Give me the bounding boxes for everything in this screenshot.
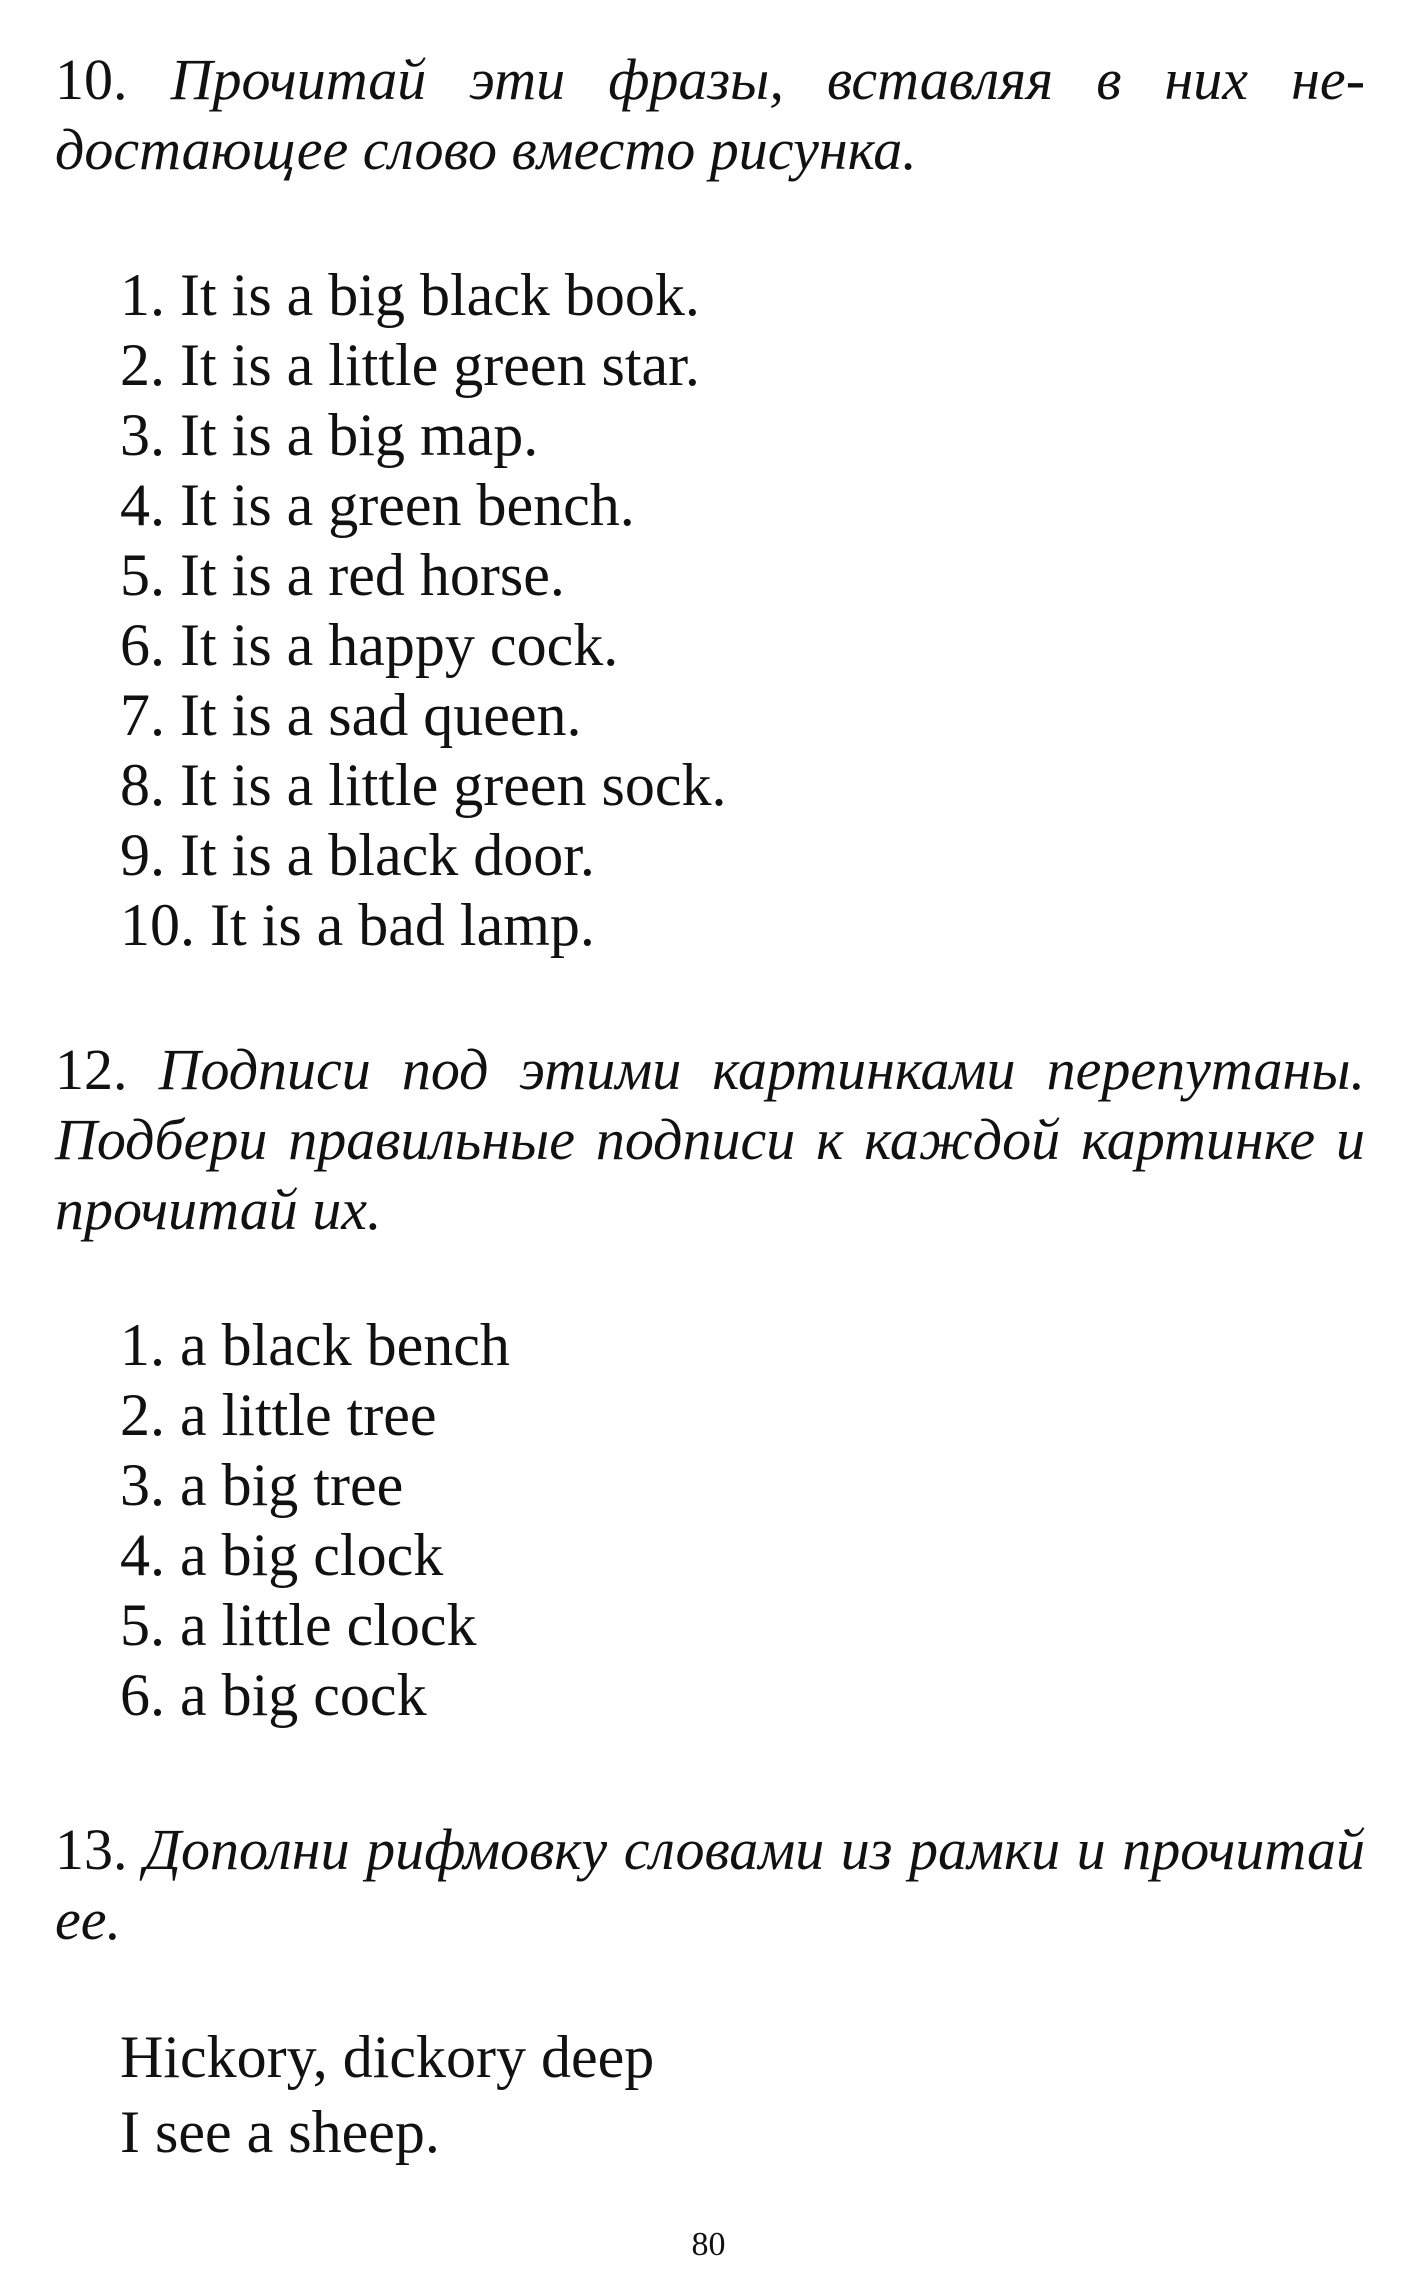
list-item: 4. It is a green bench. (120, 472, 635, 538)
rhyme-line: I see a sheep. (120, 2099, 440, 2165)
task-10-sentence-list (120, 260, 727, 960)
task-12-instruction: Подписи под этими картинками перепутаны. Подбери правильные подписи к каждой картинке и прочитай их. (55, 1037, 1366, 1242)
list-item: 8. It is a little green sock. (120, 752, 727, 818)
task-13-rhyme (120, 2020, 654, 2170)
list-item: 2. a little tree (120, 1382, 437, 1448)
list-item: 1. a black bench (120, 1312, 510, 1378)
rhyme-line: Hickory, dickory deep (120, 2024, 655, 2090)
task-10-heading (55, 45, 1365, 185)
list-item: 9. It is a black door. (120, 822, 595, 888)
task-13-number: 13. (55, 1817, 128, 1882)
page-number: 80 (691, 2226, 726, 2263)
task-13-heading (55, 1815, 1365, 1955)
list-item: 3. a big tree (120, 1452, 404, 1518)
list-item: 6. a big cock (120, 1662, 427, 1728)
task-12-caption-list (120, 1310, 510, 1730)
task-12-number: 12. (55, 1037, 128, 1102)
list-item: 2. It is a little green star. (120, 332, 700, 398)
task-10-instruction: Прочитай эти фразы, вставляя в них недостающее слово вместо рисунка. (55, 47, 1366, 182)
task-13-instruction: Дополни рифмовку словами из рамки и прочитай ее. (55, 1817, 1365, 1952)
list-item: 3. It is a big map. (120, 402, 539, 468)
task-10-number: 10. (55, 47, 128, 112)
list-item: 6. It is a happy cock. (120, 612, 619, 678)
list-item: 1. It is a big black book. (120, 262, 700, 328)
list-item: 10. It is a bad lamp. (120, 892, 595, 958)
list-item: 5. It is a red horse. (120, 542, 565, 608)
list-item: 7. It is a sad queen. (120, 682, 582, 748)
list-item: 5. a little clock (120, 1592, 477, 1658)
list-item: 4. a big clock (120, 1522, 444, 1588)
task-12-heading (55, 1035, 1365, 1245)
